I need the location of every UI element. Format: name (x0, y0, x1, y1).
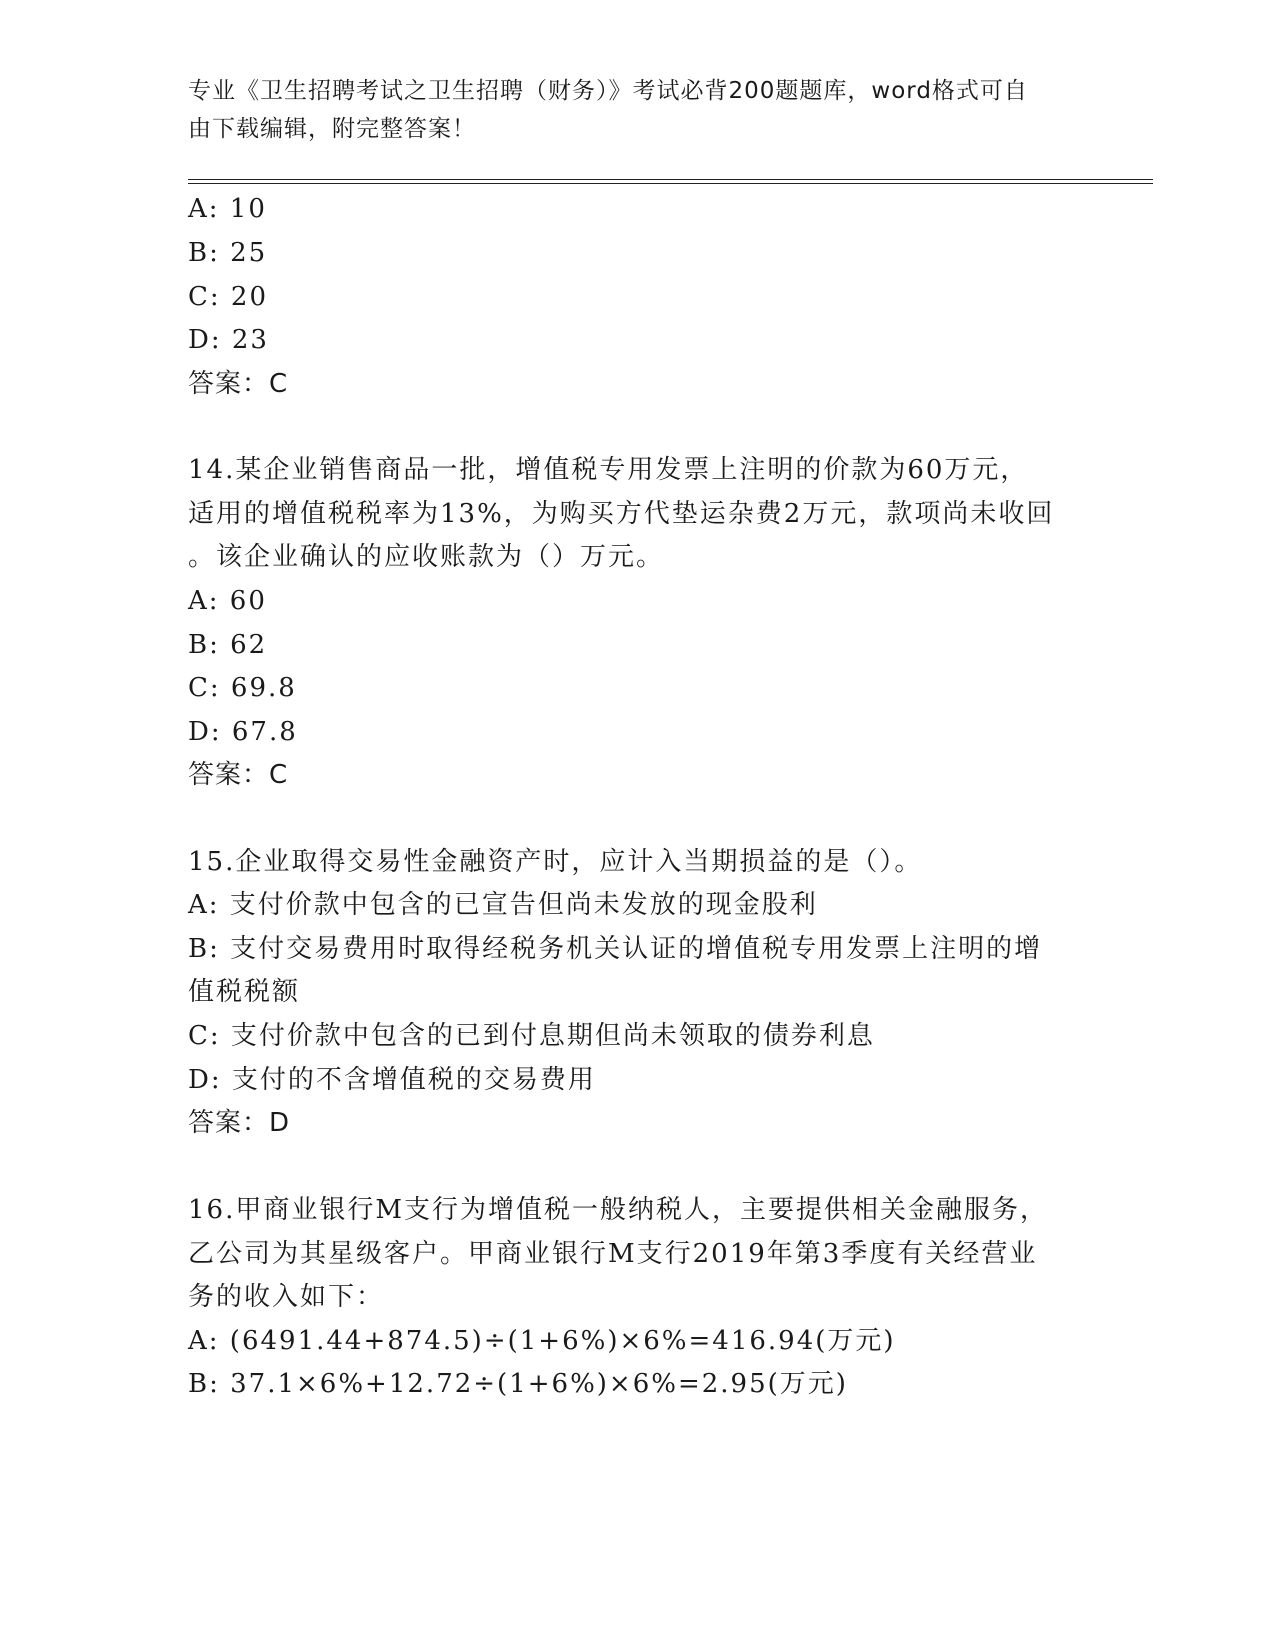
q13-option-d: D: 23 (188, 325, 269, 355)
q14-stem-line-1: 14.某企业销售商品一批，增值税专用发票上注明的价款为60万元， (188, 455, 1029, 485)
q13-answer: 答案：C (188, 369, 289, 399)
q16-option-a: A: (6491.44+874.5)÷(1+6%)×6%=416.94(万元) (188, 1326, 896, 1356)
q15-answer: 答案：D (188, 1108, 291, 1138)
q14-option-c: C: 69.8 (188, 673, 297, 703)
q16-stem-line-1: 16.甲商业银行M支行为增值税一般纳税人，主要提供相关金融服务， (188, 1195, 1048, 1225)
q15-option-a: A: 支付价款中包含的已宣告但尚未发放的现金股利 (188, 890, 818, 920)
q16-option-b: B: 37.1×6%+12.72÷(1+6%)×6%=2.95(万元) (188, 1369, 848, 1399)
q15-option-c: C: 支付价款中包含的已到付息期但尚未领取的债券利息 (188, 1021, 875, 1051)
q13-option-a: A: 10 (188, 194, 267, 224)
q14-option-b: B: 62 (188, 630, 268, 660)
q14-option-a: A: 60 (188, 586, 267, 616)
q16-stem-line-3: 务的收入如下： (188, 1282, 385, 1312)
q14-stem-line-2: 适用的增值税税率为13%，为购买方代垫运杂费2万元，款项尚未收回 (188, 499, 1055, 529)
header-rule-bottom (188, 183, 1153, 184)
q14-option-d: D: 67.8 (188, 717, 298, 747)
q15-option-b-line-1: B: 支付交易费用时取得经税务机关认证的增值税专用发票上注明的增 (188, 934, 1043, 964)
header-line-2: 由下载编辑，附完整答案！ (188, 116, 476, 142)
header-line-1: 专业《卫生招聘考试之卫生招聘（财务）》考试必背200题题库，word格式可自 (188, 78, 1028, 104)
q13-option-c: C: 20 (188, 282, 269, 312)
q14-answer: 答案：C (188, 760, 289, 790)
q14-stem-line-3: 。该企业确认的应收账款为（）万元。 (188, 542, 665, 572)
document-header (188, 72, 1088, 148)
q16-stem-line-2: 乙公司为其星级客户。甲商业银行M支行2019年第3季度有关经营业 (188, 1239, 1038, 1269)
header-rule-top (188, 179, 1153, 180)
q15-option-d: D: 支付的不含增值税的交易费用 (188, 1065, 596, 1095)
q15-stem-line-1: 15.企业取得交易性金融资产时，应计入当期损益的是（）。 (188, 847, 923, 877)
q15-option-b-line-2: 值税税额 (188, 977, 301, 1007)
q13-option-b: B: 25 (188, 238, 268, 268)
